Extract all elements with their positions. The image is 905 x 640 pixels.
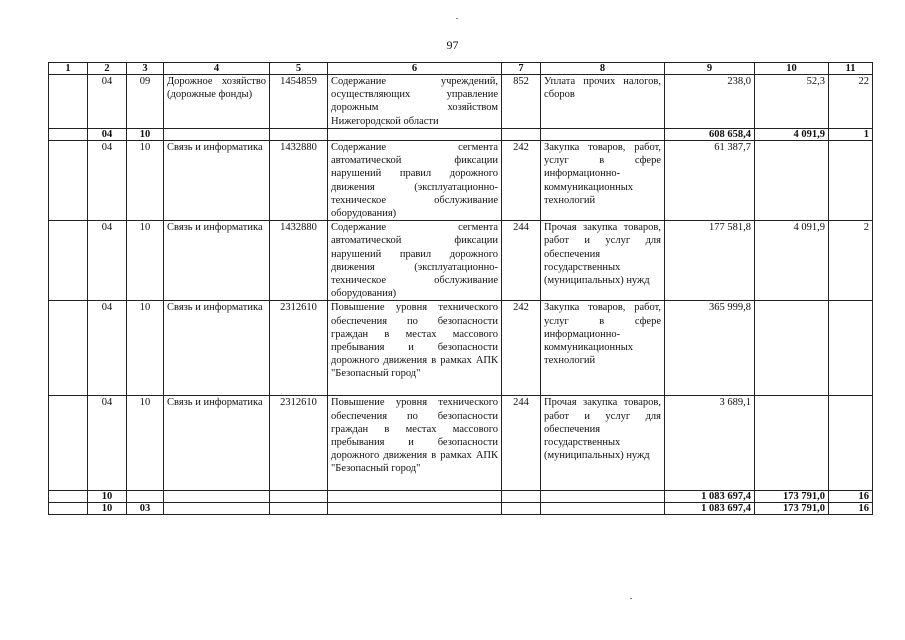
cell-col1 bbox=[49, 141, 88, 221]
cell-target-name bbox=[328, 503, 502, 515]
column-header: 11 bbox=[829, 63, 873, 75]
cell-target-code: 2312610 bbox=[270, 301, 328, 396]
cell-expense-name: Прочая закупка товаров, работ и услуг для обеспечения государственных (муниципальных) нужд bbox=[541, 221, 665, 301]
cell-section: 04 bbox=[88, 301, 127, 396]
cell-amount: 61 387,7 bbox=[665, 141, 755, 221]
page-number: 97 bbox=[446, 38, 459, 52]
cell-amount-2 bbox=[755, 396, 829, 491]
cell-section: 04 bbox=[88, 396, 127, 491]
cell-amount-2 bbox=[755, 141, 829, 221]
cell-section: 10 bbox=[88, 503, 127, 515]
cell-section-name: Связь и информатика bbox=[164, 396, 270, 491]
cell-expense-name bbox=[541, 491, 665, 503]
cell-section: 04 bbox=[88, 75, 127, 129]
cell-col1 bbox=[49, 75, 88, 129]
cell-col1 bbox=[49, 503, 88, 515]
cell-subsection: 09 bbox=[127, 75, 164, 129]
cell-section: 04 bbox=[88, 221, 127, 301]
cell-section: 04 bbox=[88, 129, 127, 141]
cell-section: 10 bbox=[88, 491, 127, 503]
cell-amount-2: 4 091,9 bbox=[755, 129, 829, 141]
cell-subsection: 10 bbox=[127, 141, 164, 221]
cell-amount: 608 658,4 bbox=[665, 129, 755, 141]
cell-target-code: 1454859 bbox=[270, 75, 328, 129]
cell-percent: 22 bbox=[829, 75, 873, 129]
scan-speck bbox=[630, 598, 632, 599]
cell-target-code: 1432880 bbox=[270, 141, 328, 221]
cell-expense-name bbox=[541, 503, 665, 515]
cell-expense-type: 244 bbox=[502, 221, 541, 301]
cell-expense-type: 852 bbox=[502, 75, 541, 129]
cell-col1 bbox=[49, 491, 88, 503]
cell-expense-name: Прочая закупка товаров, работ и услуг для обеспечения государственных (муниципальных) нужд bbox=[541, 396, 665, 491]
cell-target-code bbox=[270, 491, 328, 503]
cell-expense-type: 242 bbox=[502, 141, 541, 221]
table-row bbox=[49, 301, 873, 396]
cell-col1 bbox=[49, 221, 88, 301]
cell-target-name: Содержание сегмента автоматической фиксации нарушений правил дорожного движения (эксплуатационно-техническое обслуживание оборудования) bbox=[328, 141, 502, 221]
cell-percent: 16 bbox=[829, 503, 873, 515]
cell-target-code bbox=[270, 129, 328, 141]
cell-expense-type bbox=[502, 129, 541, 141]
cell-amount: 177 581,8 bbox=[665, 221, 755, 301]
table-row bbox=[49, 141, 873, 221]
column-header-row bbox=[49, 63, 873, 75]
column-header: 3 bbox=[127, 63, 164, 75]
cell-amount-2: 173 791,0 bbox=[755, 491, 829, 503]
cell-amount: 1 083 697,4 bbox=[665, 491, 755, 503]
cell-subsection: 03 bbox=[127, 503, 164, 515]
table-row bbox=[49, 396, 873, 491]
cell-expense-name: Закупка товаров, работ, услуг в сфере информационно-коммуникационных технологий bbox=[541, 301, 665, 396]
cell-target-name: Повышение уровня технического обеспечения по безопасности граждан в местах массового пребывания и безопасности дорожного движения в рамках АПК "Безопасный город" bbox=[328, 396, 502, 491]
cell-target-code: 1432880 bbox=[270, 221, 328, 301]
cell-section: 04 bbox=[88, 141, 127, 221]
cell-expense-name: Уплата прочих налогов, сборов bbox=[541, 75, 665, 129]
cell-target-name: Повышение уровня технического обеспечения по безопасности граждан в местах массового пребывания и безопасности дорожного движения в рамках АПК "Безопасный город" bbox=[328, 301, 502, 396]
cell-amount-2: 4 091,9 bbox=[755, 221, 829, 301]
cell-expense-name bbox=[541, 129, 665, 141]
cell-target-name: Содержание учреждений, осуществляющих управление дорожным хозяйством Нижегородской области bbox=[328, 75, 502, 129]
column-header: 2 bbox=[88, 63, 127, 75]
cell-section-name: Связь и информатика bbox=[164, 301, 270, 396]
scan-speck bbox=[456, 18, 458, 19]
cell-expense-name: Закупка товаров, работ, услуг в сфере информационно-коммуникационных технологий bbox=[541, 141, 665, 221]
cell-section-name: Дорожное хозяйство (дорожные фонды) bbox=[164, 75, 270, 129]
cell-section-name bbox=[164, 129, 270, 141]
cell-amount: 3 689,1 bbox=[665, 396, 755, 491]
cell-expense-type bbox=[502, 491, 541, 503]
cell-amount: 238,0 bbox=[665, 75, 755, 129]
cell-amount-2 bbox=[755, 301, 829, 396]
cell-subsection bbox=[127, 491, 164, 503]
column-header: 9 bbox=[665, 63, 755, 75]
cell-subsection: 10 bbox=[127, 301, 164, 396]
cell-target-name bbox=[328, 491, 502, 503]
table-row bbox=[49, 221, 873, 301]
cell-percent: 2 bbox=[829, 221, 873, 301]
budget-table bbox=[48, 62, 873, 515]
cell-amount: 365 999,8 bbox=[665, 301, 755, 396]
column-header: 5 bbox=[270, 63, 328, 75]
column-header: 1 bbox=[49, 63, 88, 75]
cell-amount-2: 173 791,0 bbox=[755, 503, 829, 515]
cell-subsection: 10 bbox=[127, 221, 164, 301]
cell-section-name bbox=[164, 503, 270, 515]
table-row bbox=[49, 75, 873, 129]
cell-subsection: 10 bbox=[127, 396, 164, 491]
cell-percent bbox=[829, 301, 873, 396]
column-header: 10 bbox=[755, 63, 829, 75]
cell-percent bbox=[829, 141, 873, 221]
column-header: 6 bbox=[328, 63, 502, 75]
cell-target-name bbox=[328, 129, 502, 141]
cell-amount-2: 52,3 bbox=[755, 75, 829, 129]
cell-expense-type bbox=[502, 503, 541, 515]
cell-subsection: 10 bbox=[127, 129, 164, 141]
cell-amount: 1 083 697,4 bbox=[665, 503, 755, 515]
cell-section-name: Связь и информатика bbox=[164, 221, 270, 301]
cell-percent: 1 bbox=[829, 129, 873, 141]
cell-expense-type: 242 bbox=[502, 301, 541, 396]
cell-percent bbox=[829, 396, 873, 491]
subtotal-row bbox=[49, 129, 873, 141]
cell-col1 bbox=[49, 396, 88, 491]
column-header: 4 bbox=[164, 63, 270, 75]
column-header: 8 bbox=[541, 63, 665, 75]
subtotal-row bbox=[49, 491, 873, 503]
cell-target-code bbox=[270, 503, 328, 515]
cell-target-name: Содержание сегмента автоматической фиксации нарушений правил дорожного движения (эксплуатационно-техническое обслуживание оборудования) bbox=[328, 221, 502, 301]
cell-section-name: Связь и информатика bbox=[164, 141, 270, 221]
cell-col1 bbox=[49, 129, 88, 141]
cell-section-name bbox=[164, 491, 270, 503]
cell-col1 bbox=[49, 301, 88, 396]
cell-percent: 16 bbox=[829, 491, 873, 503]
column-header: 7 bbox=[502, 63, 541, 75]
subtotal-row bbox=[49, 503, 873, 515]
cell-target-code: 2312610 bbox=[270, 396, 328, 491]
cell-expense-type: 244 bbox=[502, 396, 541, 491]
